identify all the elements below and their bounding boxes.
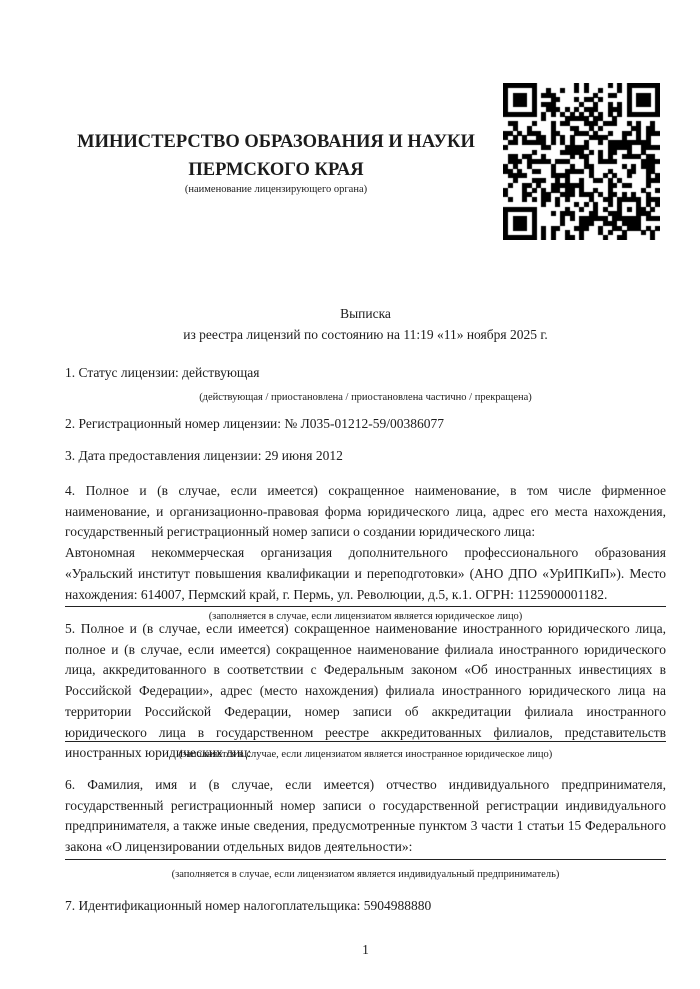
taxpayer-number: 7. Идентификационный номер налогоплательщика: 5904988880 <box>65 898 432 913</box>
grant-date: 3. Дата предоставления лицензии: 29 июня 2012 <box>65 448 343 463</box>
individual-entrepreneur-label: 6. Фамилия, имя и (в случае, если имеется) отчество индивидуального предпринимателя, государственный регистрационный номер записи о государственной регистрации индивидуального предпринимателя, а также иные сведения, предусмотренные пунктом 3 части 1 статьи 15 Федерального закона «О лицензировании отдельных видов деятельности»: <box>65 777 666 855</box>
foreign-entity-underline <box>65 741 666 742</box>
subtitle-line2: из реестра лицензий по состоянию на 11:19 «11» ноября 2025 г. <box>183 326 548 342</box>
qr-code-icon <box>503 83 660 240</box>
legal-entity-value: Автономная некоммерческая организация дополнительного профессионального образования «Уральский институт повышения квалификации и переподготовки» (АНО ДПО «УрИПКиП»). Место нахождения: 614007, Пермский край, г. Пермь, ул. Революции, д.5, к.1. ОГРН: 1125900001182. <box>65 545 666 602</box>
licensing-authority-caption: (наименование лицензирующего органа) <box>184 184 368 195</box>
foreign-entity-caption: (заполняется в случае, если лицензиатом является иностранное юридическое лицо) <box>178 749 553 760</box>
legal-entity-underline <box>65 606 666 607</box>
licensing-authority-title-line1: МИНИСТЕРСТВО ОБРАЗОВАНИЯ И НАУКИ <box>77 132 475 152</box>
legal-entity-label: 4. Полное и (в случае, если имеется) сокращенное наименование, в том числе фирменное наименование, и организационно-правовая форма юридического лица, адрес его места нахождения, государственный регистрационный номер записи о создании юридического лица: <box>65 483 666 540</box>
licensing-authority-title-line2: ПЕРМСКОГО КРАЯ <box>188 160 364 180</box>
legal-entity-section <box>65 481 666 605</box>
page-number: 1 <box>362 942 369 957</box>
document-subtitle <box>65 304 666 345</box>
licensing-authority-title <box>65 128 487 184</box>
foreign-entity-label: 5. Полное и (в случае, если имеется) сокращенное наименование иностранного юридического лица, полное и (в случае, если имеется) сокращенное наименование филиала иностранного юридического лица, аккредитованного в соответствии с Федеральным законом «Об иностранных инвестициях в Российской Федерации», адрес (место нахождения) филиала иностранного юридического лица на территории Российской Федерации, номер записи об аккредитации филиала иностранного юридического лица в государственном реестре аккредитованных филиалов, представительств иностранных юридических лиц: <box>65 621 666 761</box>
license-status-caption: (действующая / приостановлена / приостановлена частично / прекращена) <box>199 392 532 403</box>
legal-entity-caption: (заполняется в случае, если лицензиатом является юридическое лицо) <box>208 611 523 622</box>
registration-number: 2. Регистрационный номер лицензии: № Л035-01212-59/00386077 <box>65 416 445 431</box>
subtitle-line1: Выписка <box>340 306 391 321</box>
license-status: 1. Статус лицензии: действующая <box>65 365 260 380</box>
individual-entrepreneur-underline <box>65 859 666 860</box>
individual-entrepreneur-caption: (заполняется в случае, если лицензиатом является индивидуальный предприниматель) <box>171 869 560 880</box>
